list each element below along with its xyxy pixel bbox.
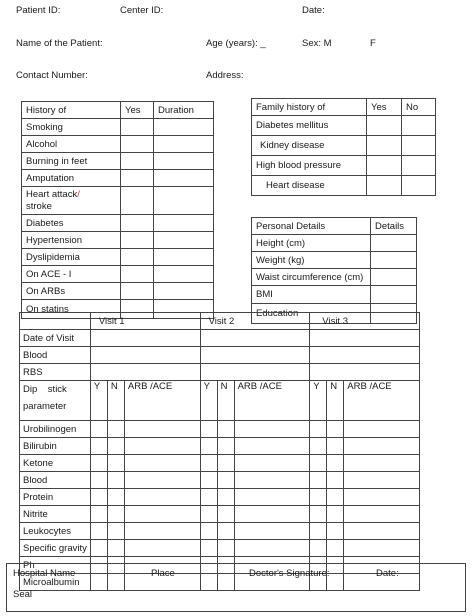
rbs-label: RBS: [20, 364, 91, 381]
arb-ace-col-header: ARB /ACE: [124, 381, 200, 421]
visit-cell[interactable]: [234, 455, 310, 472]
dipstick-row: Leukocytes: [20, 523, 91, 540]
visit-cell[interactable]: [310, 421, 327, 438]
visit-cell[interactable]: [234, 506, 310, 523]
no-col-header: N: [327, 381, 344, 421]
visit-cell[interactable]: [234, 472, 310, 489]
history-yes-cell[interactable]: [121, 153, 154, 170]
visit-cell[interactable]: [310, 347, 420, 364]
visit-cell[interactable]: [124, 455, 200, 472]
dipstick-row: Blood: [20, 472, 91, 489]
dipstick-row: Nitrite: [20, 506, 91, 523]
visit-cell[interactable]: [327, 489, 344, 506]
visit-cell[interactable]: [200, 523, 217, 540]
visit-cell[interactable]: [200, 489, 217, 506]
history-duration-cell[interactable]: [154, 136, 214, 153]
visits-table: [19, 312, 420, 591]
center-id-label: Center ID:: [120, 5, 164, 16]
visit-cell[interactable]: [327, 523, 344, 540]
personal-details-table: [251, 217, 417, 324]
family-yes-cell[interactable]: [367, 116, 402, 136]
history-duration-cell[interactable]: [154, 187, 214, 215]
family-no-cell[interactable]: [402, 116, 436, 136]
patient-name-label: Name of the Patient:: [16, 38, 103, 49]
visit-cell[interactable]: [327, 540, 344, 557]
family-no-cell[interactable]: [402, 156, 436, 176]
contact-label: Contact Number:: [16, 70, 88, 81]
personal-col-header: Personal Details: [252, 218, 371, 235]
history-row: On statins: [22, 300, 121, 319]
visit-cell[interactable]: [327, 506, 344, 523]
yes-col-header: Y: [200, 381, 217, 421]
history-duration-cell[interactable]: [154, 215, 214, 232]
family-yes-cell[interactable]: [367, 156, 402, 176]
visit-cell[interactable]: [310, 330, 420, 347]
family-no-cell[interactable]: [402, 176, 436, 196]
visit-cell[interactable]: [310, 455, 327, 472]
yes-col-header: Y: [310, 381, 327, 421]
history-row: Hypertension: [22, 232, 121, 249]
history-duration-cell[interactable]: [154, 249, 214, 266]
footer-date-label: Date:: [376, 568, 399, 579]
visit-cell[interactable]: [344, 472, 420, 489]
personal-row: BMI: [252, 286, 371, 304]
visit-cell[interactable]: [327, 438, 344, 455]
history-row-heart-attack: Heart attack/ stroke: [22, 187, 121, 215]
history-duration-cell[interactable]: [154, 119, 214, 136]
visit-cell[interactable]: [90, 438, 107, 455]
visit-cell[interactable]: [124, 421, 200, 438]
family-row: Kidney disease: [252, 136, 367, 156]
visit-cell[interactable]: [344, 438, 420, 455]
history-row: On ARBs: [22, 283, 121, 300]
history-duration-header: Duration: [154, 102, 214, 119]
personal-row: Weight (kg): [252, 252, 371, 269]
visit-cell[interactable]: [344, 506, 420, 523]
personal-value-cell[interactable]: [371, 286, 417, 304]
visit-cell[interactable]: [107, 455, 124, 472]
visit-cell[interactable]: [124, 523, 200, 540]
family-row: Diabetes mellitus: [252, 116, 367, 136]
visit-cell[interactable]: [327, 472, 344, 489]
visit-cell[interactable]: [217, 421, 234, 438]
visit-cell[interactable]: [200, 455, 217, 472]
visit-cell[interactable]: [90, 347, 200, 364]
visit-cell[interactable]: [107, 540, 124, 557]
history-col-header: History of: [22, 102, 121, 119]
visit-cell[interactable]: [107, 523, 124, 540]
seal-label: Seal: [13, 589, 33, 600]
family-yes-cell[interactable]: [367, 176, 402, 196]
visit-cell[interactable]: [90, 364, 200, 381]
visit-cell[interactable]: [234, 523, 310, 540]
visit-cell[interactable]: [234, 489, 310, 506]
visit3-header: Visit 3: [310, 313, 420, 330]
history-yes-cell[interactable]: [121, 136, 154, 153]
history-row: Diabetes: [22, 215, 121, 232]
visit-cell[interactable]: [200, 347, 310, 364]
history-duration-cell[interactable]: [154, 232, 214, 249]
visit-cell[interactable]: [90, 489, 107, 506]
visit-cell[interactable]: [200, 330, 310, 347]
visit-cell[interactable]: [200, 421, 217, 438]
visit-cell[interactable]: [90, 330, 200, 347]
visit-cell[interactable]: [327, 455, 344, 472]
personal-value-cell[interactable]: [371, 252, 417, 269]
doctor-signature-label: Doctor's Signature:: [249, 568, 330, 579]
visit-cell[interactable]: [90, 472, 107, 489]
visit-cell[interactable]: [124, 438, 200, 455]
history-yes-cell[interactable]: [121, 119, 154, 136]
family-row: High blood pressure: [252, 156, 367, 176]
visit-cell[interactable]: [217, 506, 234, 523]
personal-row: Education: [252, 304, 371, 324]
dipstick-row: Ph: [20, 557, 91, 574]
date-label: Date:: [302, 5, 325, 16]
history-yes-cell[interactable]: [121, 187, 154, 215]
visit-cell[interactable]: [124, 540, 200, 557]
dipstick-row: Ketone: [20, 455, 91, 472]
visit-cell[interactable]: [124, 472, 200, 489]
address-label: Address:: [206, 70, 244, 81]
family-col-header: Family history of: [252, 99, 367, 116]
date-of-visit-label: Date of Visit: [20, 330, 91, 347]
dipstick-row: Urobilinogen: [20, 421, 91, 438]
visit-cell[interactable]: [217, 489, 234, 506]
no-col-header: N: [107, 381, 124, 421]
family-yes-header: Yes: [367, 99, 402, 116]
history-yes-cell[interactable]: [121, 215, 154, 232]
visit-cell[interactable]: [90, 540, 107, 557]
arb-ace-col-header: ARB /ACE: [234, 381, 310, 421]
visit-cell[interactable]: [310, 489, 327, 506]
family-history-table: [251, 98, 436, 196]
visit-cell[interactable]: [310, 506, 327, 523]
visit-cell[interactable]: [344, 523, 420, 540]
visit-cell[interactable]: [107, 472, 124, 489]
history-row: Alcohol: [22, 136, 121, 153]
visit-cell[interactable]: [90, 421, 107, 438]
visit-cell[interactable]: [200, 506, 217, 523]
history-yes-cell[interactable]: [121, 232, 154, 249]
visit-cell[interactable]: [234, 438, 310, 455]
visit-cell[interactable]: [124, 506, 200, 523]
visit-cell[interactable]: [344, 455, 420, 472]
visit-cell[interactable]: [124, 489, 200, 506]
no-col-header: N: [217, 381, 234, 421]
history-row: Amputation: [22, 170, 121, 187]
personal-value-cell[interactable]: [371, 235, 417, 252]
family-no-cell[interactable]: [402, 136, 436, 156]
age-label: Age (years): _: [206, 38, 266, 49]
dipstick-label: Dip stick parameter: [20, 381, 91, 421]
place-label: Place: [151, 568, 175, 579]
visit-cell[interactable]: [310, 364, 420, 381]
visit-cell[interactable]: [200, 540, 217, 557]
visit-cell[interactable]: [217, 523, 234, 540]
dipstick-row: Microalbumin: [20, 574, 91, 591]
sex-label: Sex: M: [302, 38, 332, 49]
history-duration-cell[interactable]: [154, 170, 214, 187]
visit-cell[interactable]: [90, 523, 107, 540]
visit-cell[interactable]: [310, 438, 327, 455]
visit-cell[interactable]: [200, 364, 310, 381]
history-row: Burning in feet: [22, 153, 121, 170]
visit-cell[interactable]: [217, 472, 234, 489]
personal-row: Height (cm): [252, 235, 371, 252]
dipstick-row: Specific gravity: [20, 540, 91, 557]
visit-cell[interactable]: [310, 540, 327, 557]
family-no-header: No: [402, 99, 436, 116]
visit-cell[interactable]: [90, 506, 107, 523]
visit-cell[interactable]: [234, 540, 310, 557]
dipstick-row: Bilirubin: [20, 438, 91, 455]
sex-f-label: F: [370, 38, 376, 49]
history-duration-cell[interactable]: [154, 283, 214, 300]
visit-cell[interactable]: [310, 472, 327, 489]
visit-cell[interactable]: [234, 421, 310, 438]
visit-cell[interactable]: [217, 438, 234, 455]
history-row: Smoking: [22, 119, 121, 136]
footer-box: [6, 563, 466, 612]
yes-col-header: Y: [90, 381, 107, 421]
blood-label: Blood: [20, 347, 91, 364]
visit-cell[interactable]: [200, 472, 217, 489]
visit1-header: Visit 1: [90, 313, 200, 330]
history-row: Dyslipidemia: [22, 249, 121, 266]
visit-cell[interactable]: [200, 438, 217, 455]
dipstick-row: Protein: [20, 489, 91, 506]
personal-row: Waist circumference (cm): [252, 269, 371, 286]
hospital-name-label: Hospital Name: [13, 568, 76, 579]
visit-cell[interactable]: [344, 421, 420, 438]
visit-cell[interactable]: [107, 506, 124, 523]
personal-details-header: Details: [371, 218, 417, 235]
visit-cell[interactable]: [90, 455, 107, 472]
history-yes-header: Yes: [121, 102, 154, 119]
visit-cell[interactable]: [344, 540, 420, 557]
visit2-header: Visit 2: [200, 313, 310, 330]
visit-cell[interactable]: [327, 421, 344, 438]
visit-cell[interactable]: [107, 421, 124, 438]
family-yes-cell[interactable]: [367, 136, 402, 156]
history-yes-cell[interactable]: [121, 249, 154, 266]
family-row: Heart disease: [252, 176, 367, 196]
history-table: [21, 101, 214, 319]
history-yes-cell[interactable]: [121, 170, 154, 187]
visit-cell[interactable]: [217, 455, 234, 472]
patient-id-label: Patient ID:: [16, 5, 61, 16]
visit-cell[interactable]: [344, 489, 420, 506]
personal-value-cell[interactable]: [371, 269, 417, 286]
history-row: On ACE - I: [22, 266, 121, 283]
arb-ace-col-header: ARB /ACE: [344, 381, 420, 421]
visit-cell[interactable]: [107, 438, 124, 455]
visit-cell[interactable]: [310, 523, 327, 540]
history-yes-cell[interactable]: [121, 283, 154, 300]
visit-cell[interactable]: [217, 540, 234, 557]
history-duration-cell[interactable]: [154, 266, 214, 283]
history-yes-cell[interactable]: [121, 266, 154, 283]
visit-cell[interactable]: [107, 489, 124, 506]
history-duration-cell[interactable]: [154, 153, 214, 170]
